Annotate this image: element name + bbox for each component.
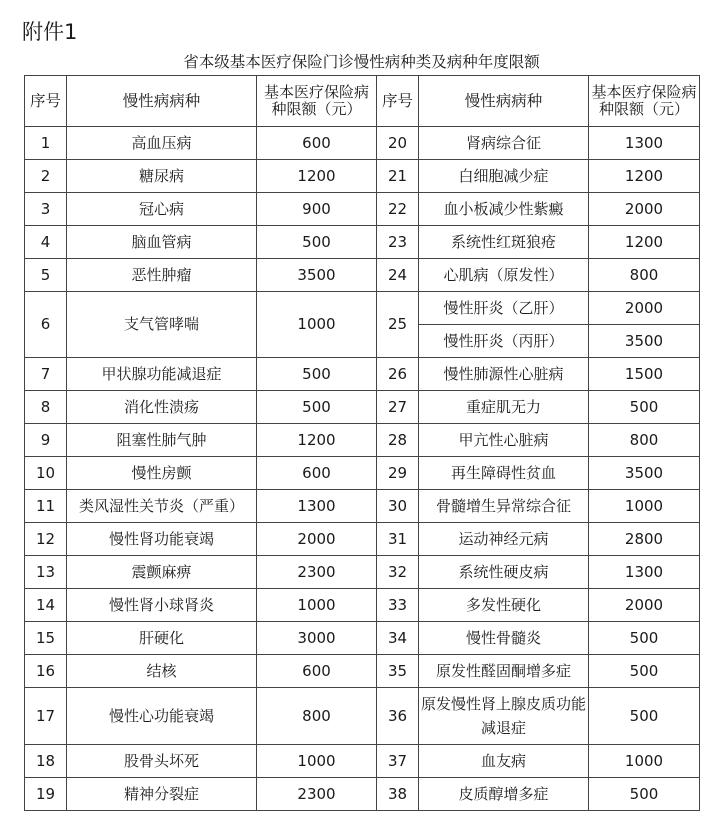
limit-cell: 1200 [257, 160, 377, 193]
disease-cell: 血小板减少性紫癜 [419, 193, 589, 226]
limit-cell: 500 [589, 391, 700, 424]
table-row [25, 127, 700, 160]
disease-cell: 高血压病 [67, 127, 257, 160]
disease-cell: 慢性肺源性心脏病 [419, 358, 589, 391]
limit-cell: 1000 [589, 490, 700, 523]
seq-cell: 26 [377, 358, 419, 391]
limit-cell: 1000 [257, 589, 377, 622]
seq-cell: 33 [377, 589, 419, 622]
seq-cell: 35 [377, 655, 419, 688]
limit-cell: 1200 [257, 424, 377, 457]
disease-cell: 慢性肾小球肾炎 [67, 589, 257, 622]
table-row [25, 160, 700, 193]
disease-cell: 消化性溃疡 [67, 391, 257, 424]
seq-cell: 37 [377, 745, 419, 778]
seq-cell: 16 [25, 655, 67, 688]
seq-cell: 4 [25, 226, 67, 259]
disease-cell: 恶性肿瘤 [67, 259, 257, 292]
limit-cell: 1300 [589, 127, 700, 160]
limit-cell: 1200 [589, 160, 700, 193]
limit-cell: 1500 [589, 358, 700, 391]
table-row [25, 778, 700, 811]
disease-cell: 多发性硬化 [419, 589, 589, 622]
disease-cell: 结核 [67, 655, 257, 688]
limit-cell: 500 [589, 622, 700, 655]
header-seq: 序号 [25, 76, 67, 127]
seq-cell: 22 [377, 193, 419, 226]
limit-cell: 1200 [589, 226, 700, 259]
table-row [25, 523, 700, 556]
limit-cell: 500 [257, 226, 377, 259]
seq-cell: 21 [377, 160, 419, 193]
limit-cell: 2000 [589, 193, 700, 226]
disease-cell: 系统性红斑狼疮 [419, 226, 589, 259]
seq-cell: 6 [25, 292, 67, 358]
table-row [25, 226, 700, 259]
table-row [25, 589, 700, 622]
disease-cell: 类风湿性关节炎（严重） [67, 490, 257, 523]
header-limit: 基本医疗保险病种限额（元） [589, 76, 700, 127]
table-row [25, 193, 700, 226]
disease-cell: 慢性骨髓炎 [419, 622, 589, 655]
seq-cell: 8 [25, 391, 67, 424]
limit-cell: 2000 [589, 589, 700, 622]
disease-cell: 再生障碍性贫血 [419, 457, 589, 490]
limit-cell: 500 [589, 778, 700, 811]
limit-cell: 2300 [257, 556, 377, 589]
limit-cell: 1000 [589, 745, 700, 778]
header-limit: 基本医疗保险病种限额（元） [257, 76, 377, 127]
table-row [25, 424, 700, 457]
disease-cell: 糖尿病 [67, 160, 257, 193]
table-row [25, 391, 700, 424]
seq-cell: 30 [377, 490, 419, 523]
disease-cell: 系统性硬皮病 [419, 556, 589, 589]
seq-cell: 32 [377, 556, 419, 589]
disease-cell: 原发慢性肾上腺皮质功能减退症 [419, 688, 589, 745]
seq-cell: 18 [25, 745, 67, 778]
table-row [25, 655, 700, 688]
seq-cell: 15 [25, 622, 67, 655]
limit-cell: 2000 [257, 523, 377, 556]
seq-cell: 28 [377, 424, 419, 457]
table-row [25, 556, 700, 589]
disease-cell: 原发性醛固酮增多症 [419, 655, 589, 688]
limit-cell: 1000 [257, 745, 377, 778]
seq-cell: 17 [25, 688, 67, 745]
limit-cell: 800 [589, 259, 700, 292]
limit-cell: 3000 [257, 622, 377, 655]
disease-cell: 慢性肾功能衰竭 [67, 523, 257, 556]
disease-cell: 支气管哮喘 [67, 292, 257, 358]
disease-cell: 血友病 [419, 745, 589, 778]
disease-cell: 慢性肝炎（丙肝） [419, 325, 589, 358]
disease-cell: 心肌病（原发性） [419, 259, 589, 292]
limit-cell: 900 [257, 193, 377, 226]
limit-cell: 1000 [257, 292, 377, 358]
table-row [25, 457, 700, 490]
disease-cell: 精神分裂症 [67, 778, 257, 811]
seq-cell: 14 [25, 589, 67, 622]
seq-cell: 25 [377, 292, 419, 358]
attachment-label: 附件1 [22, 20, 78, 44]
disease-cell: 皮质醇增多症 [419, 778, 589, 811]
disease-cell: 运动神经元病 [419, 523, 589, 556]
limit-cell: 800 [589, 424, 700, 457]
seq-cell: 1 [25, 127, 67, 160]
table-row [25, 358, 700, 391]
seq-cell: 10 [25, 457, 67, 490]
seq-cell: 11 [25, 490, 67, 523]
disease-limit-table [24, 75, 700, 811]
limit-cell: 500 [257, 358, 377, 391]
seq-cell: 36 [377, 688, 419, 745]
seq-cell: 12 [25, 523, 67, 556]
disease-cell: 甲亢性心脏病 [419, 424, 589, 457]
disease-cell: 骨髓增生异常综合征 [419, 490, 589, 523]
seq-cell: 7 [25, 358, 67, 391]
limit-cell: 600 [257, 457, 377, 490]
table-row [25, 688, 700, 745]
disease-cell: 肾病综合征 [419, 127, 589, 160]
seq-cell: 3 [25, 193, 67, 226]
seq-cell: 9 [25, 424, 67, 457]
header-disease: 慢性病病种 [67, 76, 257, 127]
table-row [25, 745, 700, 778]
disease-cell: 阻塞性肺气肿 [67, 424, 257, 457]
table-row [25, 622, 700, 655]
seq-cell: 24 [377, 259, 419, 292]
disease-cell: 冠心病 [67, 193, 257, 226]
disease-cell: 慢性房颤 [67, 457, 257, 490]
seq-cell: 34 [377, 622, 419, 655]
limit-cell: 1300 [257, 490, 377, 523]
disease-cell: 慢性心功能衰竭 [67, 688, 257, 745]
disease-cell: 肝硬化 [67, 622, 257, 655]
limit-cell: 3500 [257, 259, 377, 292]
disease-cell: 脑血管病 [67, 226, 257, 259]
limit-cell: 500 [257, 391, 377, 424]
disease-cell: 甲状腺功能减退症 [67, 358, 257, 391]
table-header-row [25, 76, 700, 127]
header-seq: 序号 [377, 76, 419, 127]
seq-cell: 38 [377, 778, 419, 811]
limit-cell: 500 [589, 655, 700, 688]
table-row [25, 259, 700, 292]
disease-cell: 白细胞减少症 [419, 160, 589, 193]
limit-cell: 600 [257, 655, 377, 688]
seq-cell: 20 [377, 127, 419, 160]
limit-cell: 600 [257, 127, 377, 160]
limit-cell: 2300 [257, 778, 377, 811]
seq-cell: 29 [377, 457, 419, 490]
seq-cell: 5 [25, 259, 67, 292]
limit-cell: 800 [257, 688, 377, 745]
seq-cell: 13 [25, 556, 67, 589]
table-title: 省本级基本医疗保险门诊慢性病种类及病种年度限额 [183, 53, 540, 71]
table-row [25, 490, 700, 523]
disease-cell: 重症肌无力 [419, 391, 589, 424]
seq-cell: 23 [377, 226, 419, 259]
limit-cell: 3500 [589, 457, 700, 490]
limit-cell: 1300 [589, 556, 700, 589]
limit-cell: 2000 [589, 292, 700, 325]
limit-cell: 3500 [589, 325, 700, 358]
seq-cell: 19 [25, 778, 67, 811]
limit-cell: 2800 [589, 523, 700, 556]
seq-cell: 27 [377, 391, 419, 424]
disease-cell: 慢性肝炎（乙肝） [419, 292, 589, 325]
seq-cell: 31 [377, 523, 419, 556]
disease-cell: 震颤麻痹 [67, 556, 257, 589]
seq-cell: 2 [25, 160, 67, 193]
table-row [25, 292, 700, 325]
limit-cell: 500 [589, 688, 700, 745]
disease-cell: 股骨头坏死 [67, 745, 257, 778]
header-disease: 慢性病病种 [419, 76, 589, 127]
